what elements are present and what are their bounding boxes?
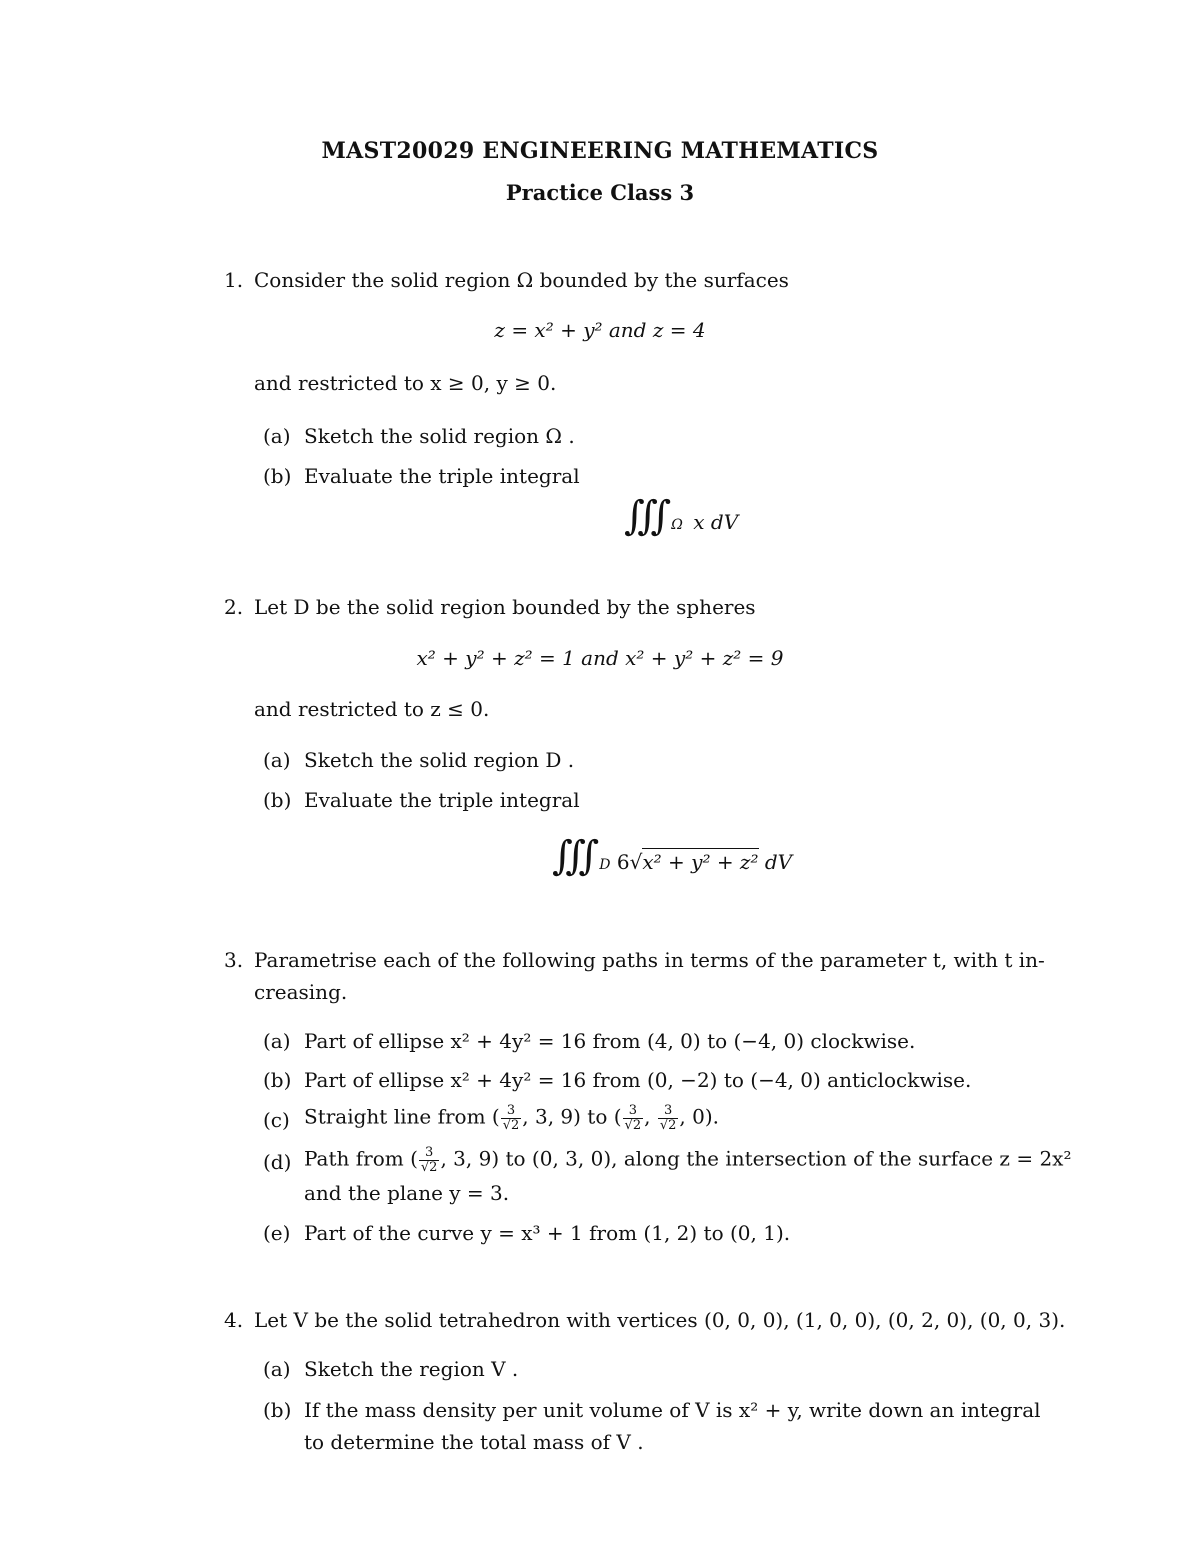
q1-number: 1. (224, 268, 244, 292)
q4b-label: (b) (263, 1398, 292, 1422)
q2-integral (552, 833, 793, 879)
page-subtitle: Practice Class 3 (505, 180, 695, 205)
fraction (501, 1104, 522, 1132)
triple-integral-symbol: ∭ (624, 493, 672, 539)
q2-differential: dV (764, 850, 793, 874)
fraction-numerator: 3 (658, 1104, 679, 1119)
q1b-label: (b) (263, 464, 292, 488)
fraction-denominator: √2 (420, 1159, 438, 1175)
q1-equation: z = x² + y² and z = 4 (494, 318, 706, 342)
q3d-pre: Path from ( (304, 1146, 418, 1171)
q3c-post: , 0). (679, 1104, 719, 1129)
q3d-text (304, 1146, 1071, 1174)
q3b-text: Part of ellipse x² + 4y² = 16 from (0, −2) to (−4, 0) anticlockwise. (304, 1068, 972, 1092)
fraction-denominator: √2 (502, 1117, 520, 1133)
page-title: MAST20029 ENGINEERING MATHEMATICS (321, 138, 879, 164)
q3c-pre: Straight line from ( (304, 1104, 500, 1129)
q3d-post: , 3, 9) to (0, 3, 0), along the intersection of the surface z = 2x² (440, 1146, 1072, 1171)
q2-restriction: and restricted to z ≤ 0. (254, 697, 490, 721)
q2-radicand: x² + y² + z² (642, 850, 759, 874)
q4a-text: Sketch the region V . (304, 1357, 519, 1381)
q1a-label: (a) (263, 424, 291, 448)
fraction-denominator: √2 (659, 1117, 677, 1133)
q2a-label: (a) (263, 748, 291, 772)
q1-integral-domain: Ω (671, 517, 683, 533)
q2-integral-domain: D (599, 857, 611, 873)
q4-number: 4. (224, 1308, 244, 1332)
q4a-label: (a) (263, 1357, 291, 1381)
q3-number: 3. (224, 948, 244, 972)
q2-coefficient: 6 (616, 850, 630, 874)
fraction (623, 1104, 644, 1132)
q1-integral (624, 493, 739, 539)
q4-intro: Let V be the solid tetrahedron with vertices (0, 0, 0), (1, 0, 0), (0, 2, 0), (0, 0, 3). (254, 1308, 1066, 1332)
q1a-text: Sketch the solid region Ω . (304, 424, 575, 448)
q3d-label: (d) (263, 1150, 292, 1174)
q2b-text: Evaluate the triple integral (304, 788, 580, 812)
q3c-mid2: , (644, 1104, 657, 1129)
q3c-mid1: , 3, 9) to ( (522, 1104, 622, 1129)
sqrt-icon: √ (629, 850, 643, 874)
fraction-denominator: √2 (624, 1117, 642, 1133)
q2a-text: Sketch the solid region D . (304, 748, 575, 772)
q1-integrand: x dV (693, 510, 739, 534)
q3b-label: (b) (263, 1068, 292, 1092)
q4b-line1: If the mass density per unit volume of V is x² + y, write down an integral (304, 1398, 1041, 1422)
q1b-text: Evaluate the triple integral (304, 464, 580, 488)
q2-intro: Let D be the solid region bounded by the spheres (254, 595, 756, 619)
q3e-label: (e) (263, 1221, 291, 1245)
q1-intro: Consider the solid region Ω bounded by the surfaces (254, 268, 789, 292)
triple-integral-symbol: ∭ (552, 833, 600, 879)
q3d-line2: and the plane y = 3. (304, 1181, 510, 1205)
q3a-text: Part of ellipse x² + 4y² = 16 from (4, 0) to (−4, 0) clockwise. (304, 1029, 916, 1053)
q4b-line2: to determine the total mass of V . (304, 1430, 644, 1454)
q2-equation: x² + y² + z² = 1 and x² + y² + z² = 9 (416, 646, 784, 670)
q2-number: 2. (224, 595, 244, 619)
fraction-numerator: 3 (419, 1146, 440, 1161)
q3e-text: Part of the curve y = x³ + 1 from (1, 2) to (0, 1). (304, 1221, 791, 1245)
fraction-numerator: 3 (501, 1104, 522, 1119)
q3c-label: (c) (263, 1108, 290, 1132)
q3-intro-line1: Parametrise each of the following paths in terms of the parameter t, with t in- (254, 948, 1045, 972)
q3c-text (304, 1104, 719, 1132)
q3-intro-line2: creasing. (254, 980, 348, 1004)
q2b-label: (b) (263, 788, 292, 812)
fraction-numerator: 3 (623, 1104, 644, 1119)
fraction (658, 1104, 679, 1132)
q1-restriction: and restricted to x ≥ 0, y ≥ 0. (254, 371, 557, 395)
fraction (419, 1146, 440, 1174)
q3a-label: (a) (263, 1029, 291, 1053)
